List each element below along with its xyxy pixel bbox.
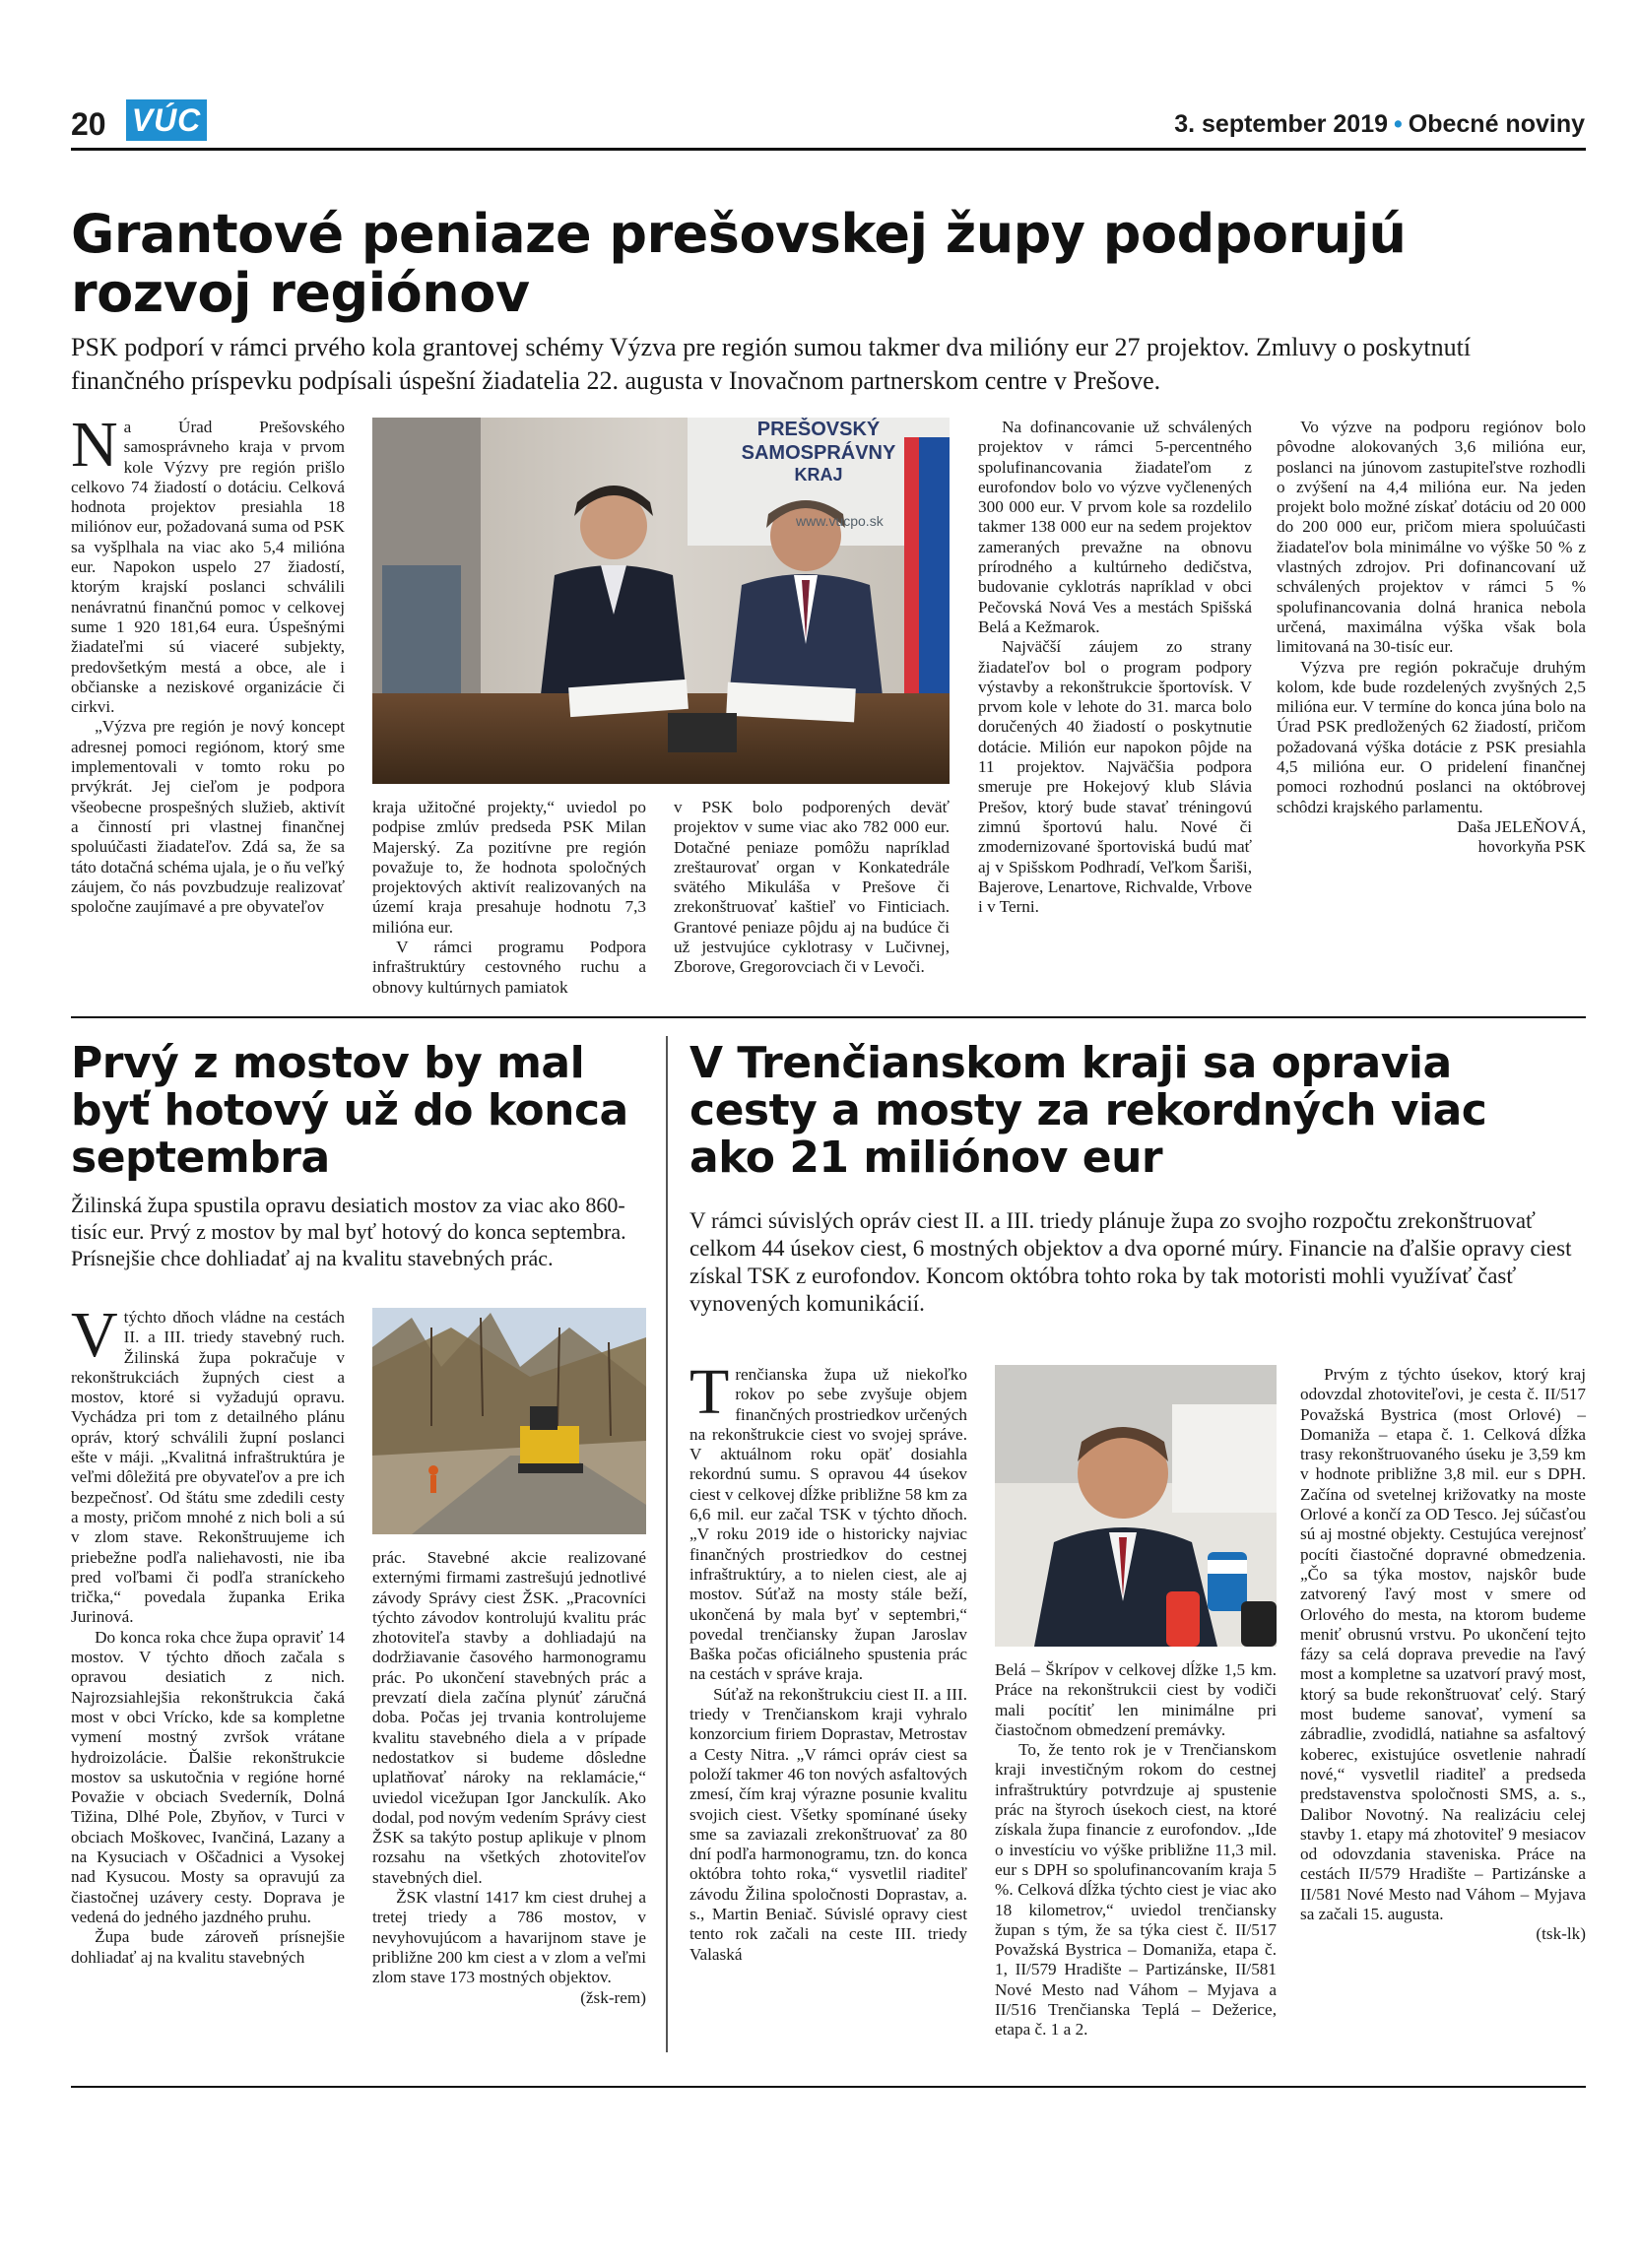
article-credit: (tsk-lk) xyxy=(1536,1924,1586,1944)
paragraph: Na dofinancovanie už schválených projektov v rámci 5-percentného spolufinancovania žiadateľom z eurofondov bolo vo výzve vyčlenených 300 000 eur. V prvom kole sa rozdelilo takmer 138 000 eur na sedem projektov zameraných prevažne na obnovu prírodného a kultúrneho dedičstva, budovanie cyklotrás napríklad v obci Pečovská Nová Ves a mestách Spišská Belá a Kežmarok. xyxy=(978,418,1252,636)
header-rule xyxy=(71,148,1586,151)
section-badge: VÚC xyxy=(126,99,207,141)
article1-column-4 xyxy=(1277,418,1586,858)
paragraph: V rámci programu Podpora infraštruktúry cestovného ruchu a obnovy kultúrnych pamiatok xyxy=(372,938,646,997)
paragraph: a Úrad Prešovského samosprávneho kraja v prvom kole Výzvy pre región prišlo celkovo 74 žiadostí o dotáciu. Celková hodnota projektov presiahla 18 miliónov eur, požadovaná suma od PSK sa vyšplhala na viac ako 5,4 milióna eur. Napokon uspelo 27 žiadostí, ktorým krajskí poslanci schválili nenávratnú finančnú pomoc v celkovej sume 1 920 181,64 eura. Úspešnými žiadateľmi sú viaceré subjekty, predovšetkým mestá a obce, ale i občianske a neziskové organizácie či cirkvi. xyxy=(71,418,345,717)
signing-photo-illustration xyxy=(372,418,950,784)
separator-dot: • xyxy=(1394,110,1403,138)
paragraph: Súťaž na rekonštrukciu ciest II. a III. triedy v Trenčianskom kraji vyhralo konzorcium firiem Doprastav, Metrostav a Cesty Nitra. „V rámci opráv ciest sa položí takmer 46 ton nových asfaltových zmesí, čím kraj výrazne posunie kvalitu svojich ciest. Všetky spomínané úseky sme sa zaviazali zrekonštruovať za 80 dní podľa harmonogramu, tzn. do konca októbra tohto roka,“ vysvetlil riaditeľ závodu Žilina spoločnosti Doprastav, a. s., Martin Beniač. Súvislé opravy ciest tento rok začali na ceste III. triedy Valaská xyxy=(689,1684,967,1964)
dropcap: V xyxy=(71,1299,118,1371)
article3-column-1 xyxy=(689,1356,967,1965)
paragraph: Belá – Škrípov v celkovej dĺžke 1,5 km. Práce na rekonštrukcii ciest by vodiči mali pocítiť len minimálne pri čiastočnom obmedzení premávky. xyxy=(995,1660,1277,1739)
dropcap: N xyxy=(71,409,118,481)
paragraph: „Výzva pre región je nový koncept adresnej pomoci regiónom, ktorý sme implementovali v tomto roku po prvýkrát. Jej cieľom je podpora všeobecne prospešných služieb, aktivít a činností pri vlastnej finančnej spoluúčasti žiadateľov. Zdá sa, že sa táto dotačná schéma ujala, je o ňu veľký záujem, čo nás povzbudzuje realizovať spoločne zaujímavé a pre obyvateľov xyxy=(71,717,345,917)
governor-photo xyxy=(995,1365,1277,1647)
paragraph: v PSK bolo podporených deväť projektov v sume viac ako 782 000 eur. Dotačné peniaze pomôžu napríklad zreštaurovať organ v Konkatedrále svätého Mikuláša v Prešove či zrekonštruovať kaštieľ vo Finticiach. Grantové peniaze pôjdu aj na budúce či už jestvujúce cyklotrasy v Lučivnej, Zborove, Gregorovciach či v Levoči. xyxy=(674,798,950,977)
paragraph: Výzva pre región pokračuje druhým kolom, kde bude rozdelených zvyšných 2,5 milióna eur. V termíne do konca júna bolo na Úrad PSK predložených 62 žiadostí, pričom požadovaná výška dotácie z PSK presiahla 4,5 milióna eur. O pridelení finančnej pomoci rozhodnú poslanci na októbrovej schôdzi krajského parlamentu. xyxy=(1277,657,1586,816)
paragraph: ŽSK vlastní 1417 km ciest druhej a tretej triedy a 786 mostov, v nevyhovujúcom a havarijnom stave je približne 200 km ciest a v zlom a veľmi zlom stave 173 mostných objektov. xyxy=(372,1888,646,1987)
road-works-photo xyxy=(372,1308,646,1534)
article-credit: (žsk-rem) xyxy=(580,1987,646,2007)
sign-text-1: PREŠOVSKÝ xyxy=(756,419,881,440)
column-divider xyxy=(666,1036,668,2052)
article1-column-2 xyxy=(372,798,646,998)
governor-illustration xyxy=(995,1365,1277,1647)
article1-lead: PSK podporí v rámci prvého kola grantovej schémy Výzva pre región sumou takmer dva milióny eur 27 projektov. Zmluvy o poskytnutí finančného príspevku podpísali úspešní žiadatelia 22. augusta v Inovačnom partnerskom centre v Prešove. xyxy=(71,333,1472,395)
road-works-illustration xyxy=(372,1308,646,1534)
paragraph: kraja užitočné projekty,“ uviedol po podpise zmlúv predseda PSK Milan Majerský. Za pozitívne pre región považuje to, že hodnota spoločných projektových aktivít realizovaných na území kraja presahuje hodnotu 7,3 milióna eur. xyxy=(372,798,646,937)
paper-name: Obecné noviny xyxy=(1408,110,1585,138)
article3-lead: V rámci súvislých opráv ciest II. a III. triedy plánuje župa zo svojho rozpočtu zrekonštruovať celkom 44 úsekov ciest, 6 mostných objektov a dva oporné múry. Financie na ďalšie opravy ciest získal TSK z eurofondov. Koncom októbra tohto roka by tak motoristi mohli využívať časť vynovených komunikácií. xyxy=(689,1208,1572,1316)
signing-photo xyxy=(372,418,950,784)
article1-column-3 xyxy=(674,798,950,978)
sign-text-3: KRAJ xyxy=(794,465,843,485)
article1-column-1 xyxy=(71,409,345,917)
article2-column-2 xyxy=(372,1548,646,2008)
article3-column-3 xyxy=(1300,1365,1586,1945)
paragraph: Vo výzve na podporu regiónov bolo pôvodne alokovaných 3,6 milióna eur, poslanci na júnovom zastupiteľstve rozhodli o zvýšení na 4,4 milióna eur. Na jeden projekt bolo možné získať dotáciu od 20 000 do 200 000 eur, pričom miera spoluúčasti žiadateľov bola minimálne vo výške 50 % z vlastných zdrojov. Pri dofinancovaní už schválených projektov v rámci 5 % spolufinancovania dolná hranica nebola určená, maximálna výška však bola limitovaná na 30-tisíc eur. xyxy=(1277,418,1586,657)
paragraph: To, že tento rok je v Trenčianskom kraji investičným rokom do cestnej infraštruktúry potvrdzuje aj spustenie prác na štyroch úsekoch ciest, na ktoré získala župa financie z eurofondov. „Ide o investíciu vo výške približne 11,3 mil. eur s DPH so spolufinancovaním kraja 5 %. Celková dĺžka týchto ciest je viac ako 18 kilometrov,“ uviedol trenčiansky župan s tým, že sa týka ciest č. II/517 Považská Bystrica – Domaniža, etapa č. 1, II/579 Hradište – Partizánske, II/581 Nové Mesto nad Váhom – Myjava a II/516 Trenčianska Teplá – Dežerice, etapa č. 1 a 2. xyxy=(995,1740,1277,2040)
paragraph: prác. Stavebné akcie realizované externými firmami zastrešujú jednotlivé závody Správy ciest ŽSK. „Pracovníci týchto závodov kontrolujú kvalitu prác zhotoviteľa stavby a dohliadajú na dodržiavanie časového harmonogramu prác. Po ukončení stavebných prác a prevzatí diela začína plynúť záručná doba. Počas jej trvania kontrolujeme kvalitu stavebného diela a v prípade nedostatkov si budeme dôsledne uplatňovať nároky na reklamácie,“ uviedol vicežupan Igor Janckulík. Ako dodal, pod novým vedením Správy ciest ŽSK sa takýto postup aplikuje v plnom rozsahu na všetkých zhotoviteľov stavebných diel. xyxy=(372,1548,646,1887)
article3-headline: V Trenčianskom kraji sa opravia cesty a mosty za rekordných viac ako 21 miliónov eur xyxy=(689,1038,1487,1183)
author-name: Daša JELEŇOVÁ, xyxy=(1457,816,1586,836)
paragraph: Do konca roka chce župa opraviť 14 mostov. V týchto dňoch začala s opravou desiatich z nich. Najrozsiahlejšia rekonštrukcia čaká most v obci Vrícko, kde sa kompletne vymení mostný zvršok vrátane hydroizolácie. Ďalšie rekonštrukcie mostov sa uskutočnia v regióne horné Považie v obciach Svederník, Dolná Tižina, Dlhé Pole, Zbyňov, v Turci v obciach Moškovec, Ivančiná, Lazany a na Kysuciach v Oščadnici a Vysokej nad Kysucou. Mosty sa opravujú za čiastočnej uzávery cesty. Doprava je vedená do jedného jazdného pruhu. xyxy=(71,1627,345,1926)
footer-rule xyxy=(71,2086,1586,2088)
article1-headline: Grantové peniaze prešovskej župy podporujú rozvoj regiónov xyxy=(71,203,1407,324)
article3-column-2 xyxy=(995,1660,1277,2041)
section-divider xyxy=(71,1016,1586,1018)
paragraph: týchto dňoch vládne na cestách II. a III. triedy stavebný ruch. Žilinská župa pokračuje v rekonštrukciách župných ciest a mostov, ktoré si vyžadujú opravu. Vychádza pri tom z detailného plánu opráv, ktorý schválili župní poslanci ešte v máji. „Kvalitná infraštruktúra je veľmi dôležitá pre obyvateľov a pre ich bezpečnosť. Od štátu sme zdedili cesty a mosty, pričom mnohé z nich boli a sú v zlom stave. Rekonštruujeme ich priebežne podľa naliehavosti, nie iba pred voľbami či podľa straníckeho trička,“ povedala županka Erika Jurinová. xyxy=(71,1308,345,1627)
paragraph: Najväčší záujem zo strany žiadateľov bol o program podpory výstavby a rekonštrukcie športovísk. V prvom kole v lehote do 31. marca bolo doručených 40 žiadostí o poskytnutie dotácie. Milión eur napokon pôjde na 11 projektov. Najväčšia podpora smeruje pre Hokejový klub Slávia Prešov, ktorý bude stavať tréningovú zimnú športovú halu. Nové či zmodernizované športoviská budú mať aj v Spišskom Podhradí, Veľkom Šariši, Bajerove, Lenartove, Richvalde, Vrbove i v Terni. xyxy=(978,637,1252,917)
issue-date: 3. september 2019 xyxy=(1174,110,1389,138)
dropcap: T xyxy=(689,1356,730,1428)
paragraph: Prvým z týchto úsekov, ktorý kraj odovzdal zhotoviteľovi, je cesta č. II/517 Považská Bystrica (most Orlové) – Domaniža – etapa č. 1. Celková dĺžka trasy rekonštruovaného úseku je 3,59 km v hodnote približne 3,8 mil. eur s DPH. Začína od svetelnej križovatky na moste Orlové a končí za OD Tesco. Jej súčasťou sú aj mostné objekty. Cestujúca verejnosť pocíti čiastočné dopravné obmedzenia. „Čo sa týka mostov, najskôr bude zatvorený ľavý most v smere od Orlového do mesta, na ktorom budeme meniť obrusnú vrstvu. Po ukončení tejto fázy sa celá doprava prevedie na ľavý most a kompletne sa uzatvorí pravý most, ktorý sa bude rekonštruovať celý. Starý most budeme sanovať, vymení sa zábradlie, zvodidlá, natiahne sa asfaltový koberec, existujúce osvetlenie nahradí nové,“ vysvetlil riaditeľ a predseda predstavenstva spoločnosti SMS, a. s., Dalibor Novotný. Na realizáciu celej stavby 1. etapy má zhotoviteľ 9 mesiacov od odovzdania staveniska. Práce na cestách II/579 Hradište – Partizánske a II/581 Nové Mesto nad Váhom – Myjava sa začali 15. augusta. xyxy=(1300,1365,1586,1924)
author-role: hovorkyňa PSK xyxy=(1477,837,1586,857)
article2-headline: Prvý z mostov by mal byť hotový už do konca septembra xyxy=(71,1038,628,1183)
article1-column-3-top xyxy=(978,418,1252,917)
article2-column-1 xyxy=(71,1299,345,1968)
article2-lead: Žilinská župa spustila opravu desiatich mostov za viac ako 860-tisíc eur. Prvý z mostov by mal byť hotový do konca septembra. Prísnejšie chce dohliadať aj na kvalitu stavebných prác. xyxy=(71,1193,626,1270)
paragraph: Župa bude zároveň prísnejšie dohliadať aj na kvalitu stavebných xyxy=(71,1927,345,1967)
issue-info xyxy=(1174,110,1585,139)
sign-url: www.vucpo.sk xyxy=(796,513,884,529)
sign-text-2: SAMOSPRÁVNY xyxy=(741,442,896,464)
page-number: 20 xyxy=(71,106,106,142)
paragraph: renčianska župa už niekoľko rokov po sebe zvyšuje objem finančných prostriedkov určených na rekonštrukcie ciest vo svojej správe. V aktuálnom roku opäť dosiahla rekordnú sumu. S opravou 44 úsekov ciest v celkovej dĺžke približne 58 km za 6,6 mil. eur začal TSK v týchto dňoch. „V roku 2019 ide o historicky najviac finančných prostriedkov do cestnej infraštruktúry, a to nielen ciest, ale aj mostov. Súťaž na mosty stále beží, ukončená by mala byť v septembri,“ povedal trenčiansky župan Jaroslav Baška počas oficiálneho spustenia prác na cestách v správe kraja. xyxy=(689,1365,967,1684)
